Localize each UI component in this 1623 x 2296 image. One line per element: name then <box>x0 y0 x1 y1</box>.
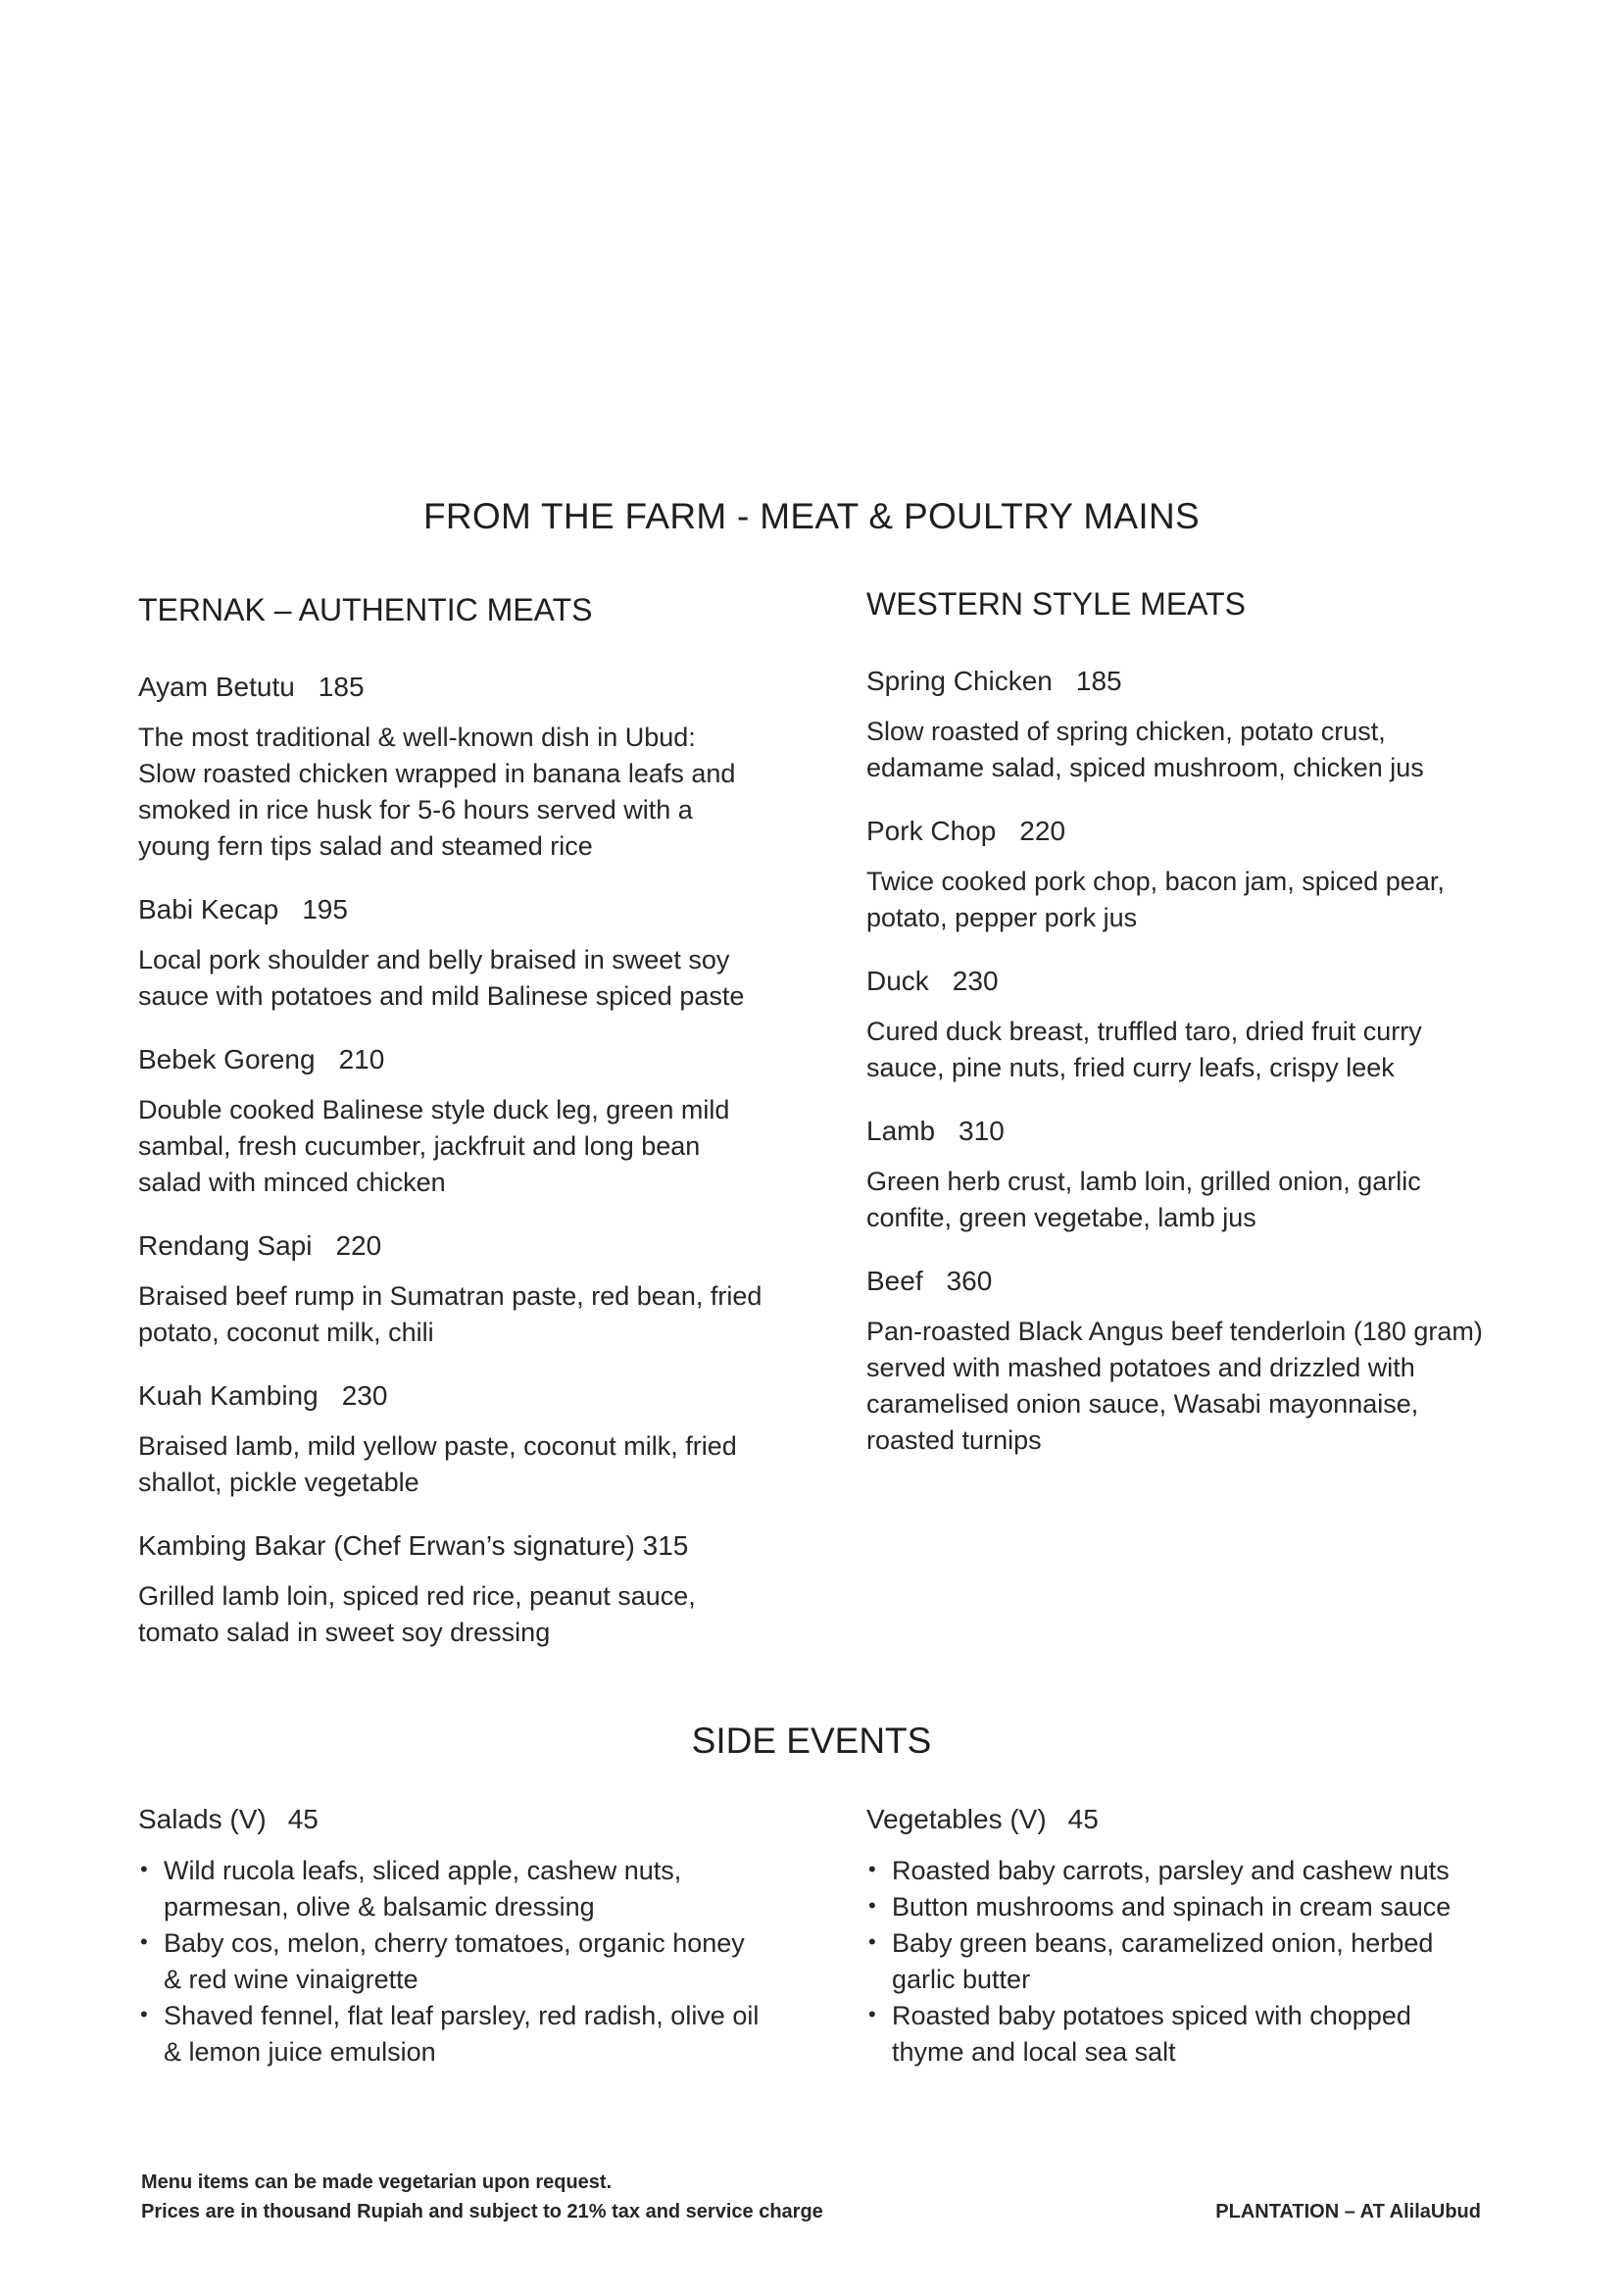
side-item-name: Vegetables (V) <box>866 1804 1047 1834</box>
list-item-text: Roasted baby potatoes spiced with chopped thyme and local sea salt <box>892 2001 1411 2067</box>
menu-item-name: Spring Chicken <box>866 666 1053 696</box>
vegetables-list <box>866 1853 1474 2071</box>
menu-item <box>866 666 1513 786</box>
menu-item <box>866 1266 1513 1459</box>
bullet-icon: • <box>140 2002 148 2026</box>
vegetables-section <box>866 1804 1494 2071</box>
menu-item-description: Local pork shoulder and belly braised in sweet soy sauce with potatoes and mild Balinese spiced paste <box>138 945 745 1011</box>
list-item-text: Baby green beans, caramelized onion, herbed garlic butter <box>892 1928 1434 1994</box>
menu-item-title <box>866 666 1513 697</box>
menu-item-description: Cured duck breast, truffled taro, dried fruit curry sauce, pine nuts, fried curry leafs, crispy leek <box>866 1017 1422 1082</box>
salads-list <box>138 1853 765 2071</box>
western-meats-section <box>866 586 1513 1488</box>
footer-brand: PLANTATION – AT AlilaUbud <box>1215 2201 1481 2222</box>
list-item-text: Roasted baby carrots, parsley and cashew nuts <box>892 1856 1450 1885</box>
menu-item <box>866 966 1513 1086</box>
menu-item <box>866 1116 1513 1236</box>
bullet-icon: • <box>868 1857 876 1881</box>
menu-item-price: 220 <box>1019 816 1066 846</box>
menu-item-name: Rendang Sapi <box>138 1230 313 1261</box>
menu-item-name: Kambing Bakar (Chef Erwan’s signature) <box>138 1530 635 1561</box>
menu-item-price: 230 <box>341 1380 388 1411</box>
menu-item-title <box>138 1380 785 1412</box>
menu-item-title <box>138 894 785 925</box>
menu-item-price: 315 <box>642 1530 689 1561</box>
side-item-title <box>866 1804 1494 1835</box>
menu-item <box>138 894 785 1015</box>
list-item <box>866 1998 1474 2071</box>
menu-item-title <box>138 1530 785 1562</box>
list-item <box>866 1853 1474 1889</box>
bullet-icon: • <box>868 1929 876 1954</box>
page-title: FROM THE FARM - MEAT & POULTRY MAINS <box>422 496 1200 536</box>
menu-item-price: 185 <box>1075 666 1122 696</box>
section-heading-western-meats: WESTERN STYLE MEATS <box>866 586 1247 622</box>
menu-item-price: 185 <box>318 672 365 702</box>
menu-item-price: 360 <box>946 1266 993 1296</box>
menu-item-title <box>138 672 785 703</box>
side-item-name: Salads (V) <box>138 1804 267 1834</box>
menu-item-description: Twice cooked pork chop, bacon jam, spiced pear, potato, pepper pork jus <box>866 867 1445 932</box>
list-item-text: Wild rucola leafs, sliced apple, cashew nuts, parmesan, olive & balsamic dressing <box>164 1856 682 1922</box>
list-item <box>138 1998 765 2071</box>
footer-vegetarian-note: Menu items can be made vegetarian upon request. <box>141 2171 613 2193</box>
footer-price-note: Prices are in thousand Rupiah and subject to 21% tax and service charge <box>141 2201 823 2222</box>
menu-item-description: Slow roasted of spring chicken, potato crust, edamame salad, spiced mushroom, chicken jus <box>866 717 1424 782</box>
menu-item-price: 210 <box>338 1044 385 1074</box>
menu-item-description: Braised lamb, mild yellow paste, coconut milk, fried shallot, pickle vegetable <box>138 1431 737 1497</box>
menu-item-title <box>866 966 1513 997</box>
bullet-icon: • <box>868 1893 876 1918</box>
authentic-meats-section <box>138 592 785 1680</box>
list-item-text: Baby cos, melon, cherry tomatoes, organic honey & red wine vinaigrette <box>164 1928 745 1994</box>
menu-item-title <box>866 1266 1513 1297</box>
menu-item-name: Beef <box>866 1266 923 1296</box>
menu-item-price: 220 <box>335 1230 382 1261</box>
menu-item-name: Babi Kecap <box>138 894 279 924</box>
salads-section <box>138 1804 765 2071</box>
menu-item-price: 230 <box>952 966 999 996</box>
menu-item-name: Kuah Kambing <box>138 1380 319 1411</box>
menu-item-title <box>138 1230 785 1262</box>
menu-item <box>138 1230 785 1351</box>
list-item <box>138 1925 765 1998</box>
menu-item-description: Green herb crust, lamb loin, grilled onion, garlic confite, green vegetabe, lamb jus <box>866 1167 1421 1232</box>
list-item <box>138 1853 765 1925</box>
side-item-title <box>138 1804 765 1835</box>
side-item-price: 45 <box>1067 1804 1099 1834</box>
menu-item-name: Duck <box>866 966 929 996</box>
menu-item <box>138 1380 785 1501</box>
menu-item-description: Braised beef rump in Sumatran paste, red bean, fried potato, coconut milk, chili <box>138 1281 762 1347</box>
menu-item-name: Ayam Betutu <box>138 672 295 702</box>
list-item <box>866 1925 1474 1998</box>
bullet-icon: • <box>868 2002 876 2026</box>
menu-item-name: Lamb <box>866 1116 936 1146</box>
list-item <box>866 1889 1474 1925</box>
menu-item-price: 310 <box>959 1116 1005 1146</box>
side-item-price: 45 <box>287 1804 319 1834</box>
section-heading-authentic-meats: TERNAK – AUTHENTIC MEATS <box>138 592 593 627</box>
list-item-text: Shaved fennel, flat leaf parsley, red radish, olive oil & lemon juice emulsion <box>164 2001 760 2067</box>
bullet-icon: • <box>140 1929 148 1954</box>
menu-item-title <box>866 1116 1513 1147</box>
menu-item <box>866 816 1513 936</box>
menu-item-description: The most traditional & well-known dish in Ubud: Slow roasted chicken wrapped in banana leafs and smoked in rice husk for 5-6 hours served with a young fern tips salad and steamed rice <box>138 723 736 861</box>
bullet-icon: • <box>140 1857 148 1881</box>
menu-item-name: Pork Chop <box>866 816 997 846</box>
menu-item-price: 195 <box>302 894 348 924</box>
menu-item <box>138 672 785 865</box>
menu-item <box>138 1044 785 1201</box>
menu-item-title <box>866 816 1513 847</box>
menu-item-name: Bebek Goreng <box>138 1044 316 1074</box>
list-item-text: Button mushrooms and spinach in cream sauce <box>892 1892 1451 1922</box>
menu-item-signature <box>138 1530 785 1651</box>
menu-item-title <box>138 1044 785 1075</box>
menu-item-description: Pan-roasted Black Angus beef tenderloin (180 gram) served with mashed potatoes and drizzled with caramelised onion sauce, Wasabi mayonnaise, roasted turnips <box>866 1317 1483 1455</box>
side-events-title: SIDE EVENTS <box>691 1721 932 1761</box>
menu-item-description: Double cooked Balinese style duck leg, green mild sambal, fresh cucumber, jackfruit and long bean salad with minced chicken <box>138 1095 730 1197</box>
menu-item-description: Grilled lamb loin, spiced red rice, peanut sauce, tomato salad in sweet soy dressing <box>138 1581 696 1647</box>
